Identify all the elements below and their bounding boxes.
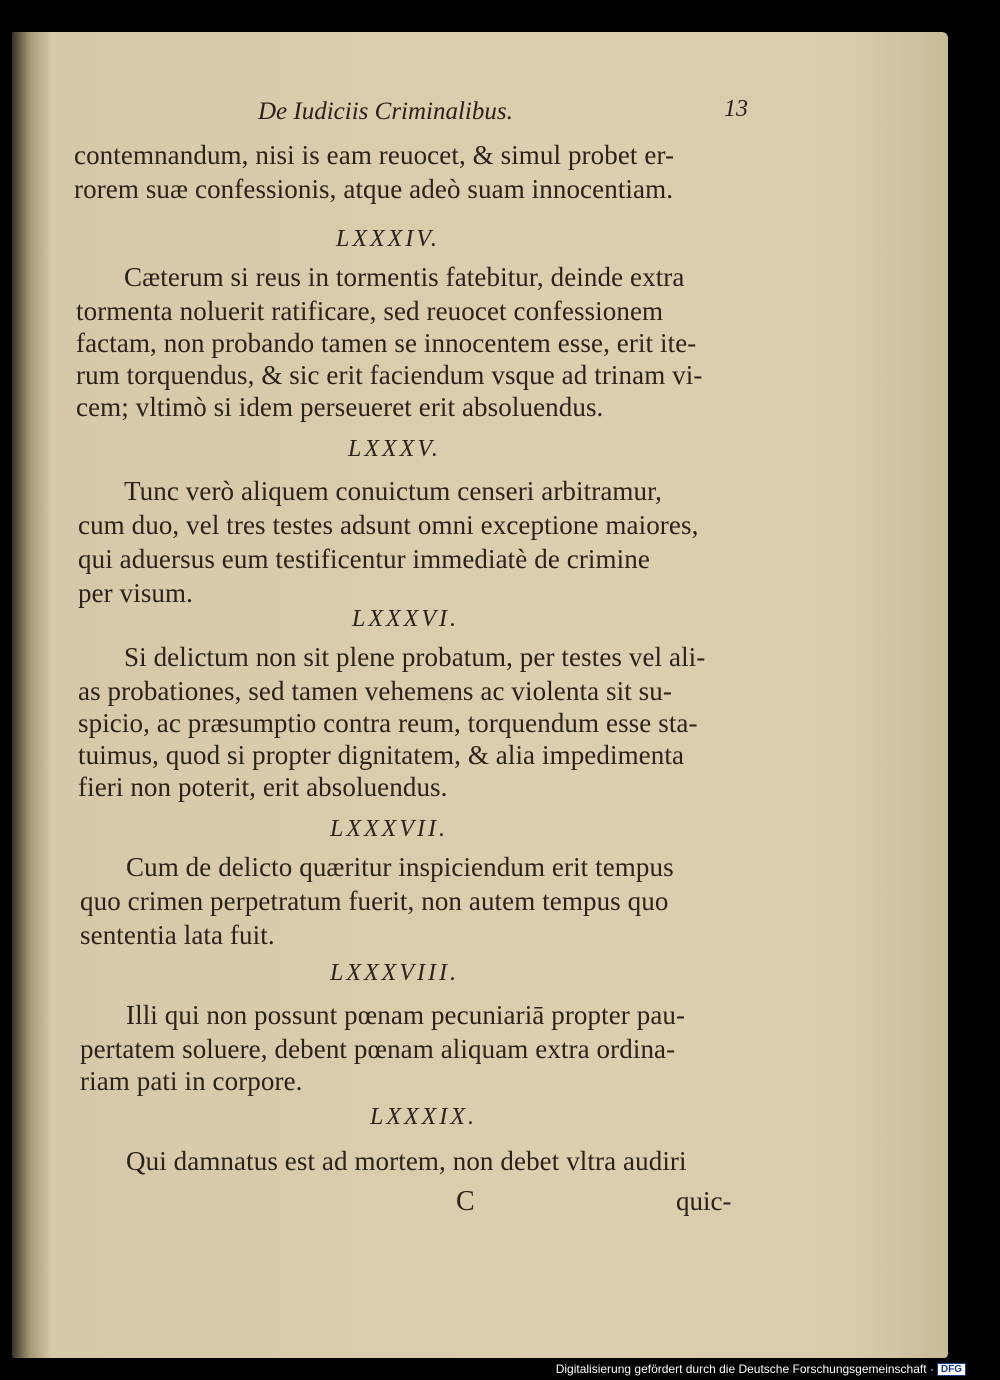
text-line: per visum. [78,578,193,608]
text-line: fieri non poterit, erit absoluendus. [78,772,448,802]
section-heading: LXXXIX. [370,1104,477,1130]
text-line: contemnandum, nisi is eam reuocet, & simul probet er- [74,140,675,170]
page-number: 13 [724,96,748,122]
signature-mark: C [456,1186,475,1217]
dfg-logo: DFG [937,1363,966,1376]
text-line: cem; vltimò si idem perseueret erit absoluendus. [76,392,604,422]
text-line: quo crimen perpetratum fuerit, non autem tempus quo [80,886,669,916]
text-line: factam, non probando tamen se innocentem esse, erit ite- [76,328,697,358]
text-line: Illi qui non possunt pœnam pecuniariā propter pau- [126,1000,686,1030]
text-line: sententia lata fuit. [80,920,275,950]
section-heading: LXXXVI. [352,606,459,632]
text-line: cum duo, vel tres testes adsunt omni exceptione maiores, [78,510,699,540]
text-line: as probationes, sed tamen vehemens ac violenta sit su- [78,676,672,706]
footer-text: Digitalisierung gefördert durch die Deutsche Forschungsgemeinschaft · [555,1362,934,1376]
text-line: Tunc verò aliquem conuictum censeri arbitramur, [124,476,662,506]
text-line: rorem suæ confessionis, atque adeò suam innocentiam. [74,174,674,204]
catchword: quic- [676,1186,732,1216]
running-header [258,98,748,138]
running-title: De Iudiciis Criminalibus. [258,98,513,125]
text-line: tormenta noluerit ratificare, sed reuocet confessionem [76,296,664,326]
text-line: pertatem soluere, debent pœnam aliquam extra ordina- [80,1034,676,1064]
text-line: Qui damnatus est ad mortem, non debet vltra audiri [126,1146,687,1176]
section-heading: LXXXIV. [336,226,440,252]
text-line: Cum de delicto quæritur inspiciendum erit tempus [126,852,674,882]
text-line: qui aduersus eum testificentur immediatè de crimine [78,544,650,574]
text-line: spicio, ac præsumptio contra reum, torquendum esse sta- [78,708,698,738]
digitization-footer [556,1362,966,1376]
text-line: tuimus, quod si propter dignitatem, & alia impedimenta [78,740,685,770]
section-heading: LXXXVIII. [330,960,459,986]
section-heading: LXXXV. [348,436,441,462]
text-line: rum torquendus, & sic erit faciendum vsque ad trinam vi- [76,360,703,390]
section-heading: LXXXVII. [330,816,448,842]
text-line: Si delictum non sit plene probatum, per testes vel ali- [124,642,706,672]
text-line: riam pati in corpore. [80,1066,303,1096]
text-line: Cæterum si reus in tormentis fatebitur, deinde extra [124,262,685,292]
